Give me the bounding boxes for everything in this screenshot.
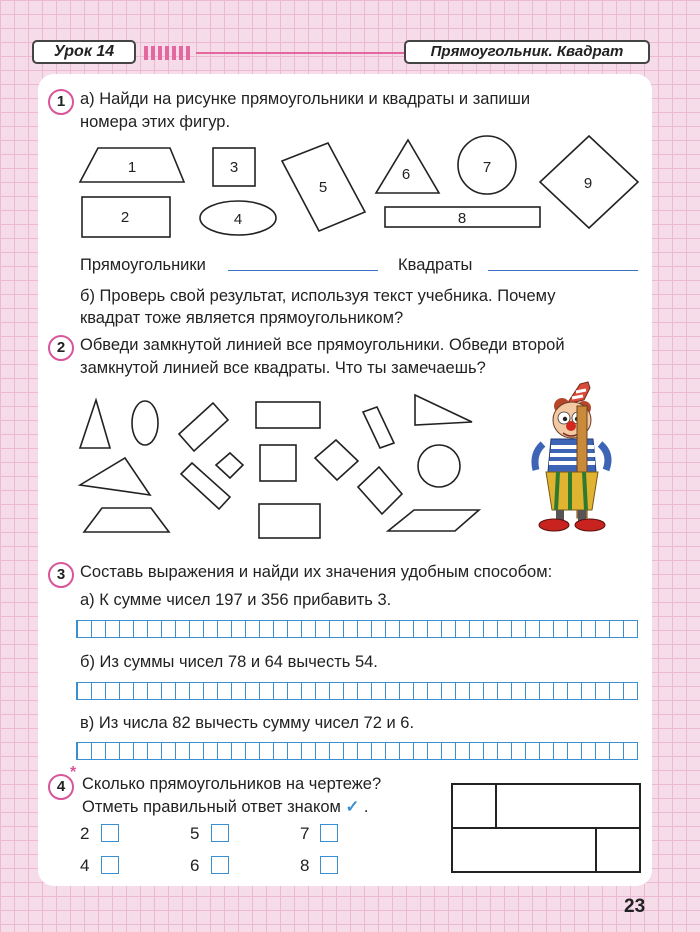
ellipse-shape <box>132 401 158 445</box>
task-4-badge: 4 <box>48 774 74 800</box>
rectangles-answer-line[interactable] <box>228 270 378 271</box>
task-2-line-2: замкнутой линией все квадраты. Что ты замечаешь? <box>80 359 486 377</box>
option-label-6: 6 <box>190 856 200 875</box>
task-2-badge: 2 <box>48 335 74 361</box>
rectangle-shape <box>358 467 402 514</box>
square-shape <box>260 445 296 481</box>
rectangle-shape <box>181 463 230 509</box>
figure-label-7: 7 <box>482 159 492 176</box>
task-1b-line-2: квадрат тоже является прямоугольником? <box>80 309 404 327</box>
squares-label: Квадраты <box>398 256 473 274</box>
task-2-line-1: Обведи замкнутой линией все прямоугольники. Обведи второй <box>80 336 565 354</box>
page-number: 23 <box>624 896 646 917</box>
trapezoid-shape <box>84 508 169 532</box>
task-3c-text: в) Из числа 82 вычесть сумму чисел 72 и 6. <box>80 714 415 732</box>
option-label-4: 4 <box>80 856 90 875</box>
task-3a-text: а) К сумме чисел 197 и 356 прибавить 3. <box>80 591 392 609</box>
figure-label-2: 2 <box>120 209 130 226</box>
option-checkbox-4[interactable] <box>101 856 119 874</box>
task-3-intro: Составь выражения и найди их значения удобным способом: <box>80 563 553 581</box>
task-1-line-2: номера этих фигур. <box>80 113 231 131</box>
figure-label-4: 4 <box>233 211 243 228</box>
rectangle-shape <box>256 402 320 428</box>
option-checkbox-5[interactable] <box>211 824 229 842</box>
option-label-8: 8 <box>300 856 310 875</box>
lesson-header <box>32 40 650 66</box>
option-label-5: 5 <box>190 824 200 843</box>
task-3a-answer-cells[interactable] <box>76 620 638 638</box>
task-1-figures <box>60 132 660 250</box>
square-shape <box>216 453 243 478</box>
rectangle-shape <box>363 407 394 448</box>
lesson-number: Урок 14 <box>32 40 136 64</box>
task-4-line-2-end: . <box>363 798 369 816</box>
figure-label-9: 9 <box>583 175 593 192</box>
task-4-line-2-text: Отметь правильный ответ знаком <box>82 798 341 816</box>
figure-label-5: 5 <box>318 179 328 196</box>
rectangles-label: Прямоугольники <box>80 256 206 274</box>
circle-shape <box>418 445 460 487</box>
triangle-shape <box>415 395 472 425</box>
triangle-shape <box>80 400 110 448</box>
task-1b-line-1: б) Проверь свой результат, используя текст учебника. Почему <box>80 287 556 305</box>
rectangle-shape <box>179 403 228 451</box>
checkmark-icon: ✓ <box>345 798 360 816</box>
squares-answer-line[interactable] <box>488 270 638 271</box>
task-4-line-2 <box>82 797 368 817</box>
rectangles-drawing <box>448 780 644 876</box>
square-shape <box>315 440 358 480</box>
option-label-7: 7 <box>300 824 310 843</box>
task-3-badge: 3 <box>48 562 74 588</box>
header-stripes <box>144 46 192 60</box>
option-checkbox-8[interactable] <box>320 856 338 874</box>
task-3b-answer-cells[interactable] <box>76 682 638 700</box>
triangle-shape <box>80 458 150 495</box>
task-3b-text: б) Из суммы чисел 78 и 64 вычесть 54. <box>80 653 378 671</box>
lesson-topic: Прямоугольник. Квадрат <box>404 40 650 64</box>
task-3c-answer-cells[interactable] <box>76 742 638 760</box>
option-checkbox-7[interactable] <box>320 824 338 842</box>
figure-label-1: 1 <box>127 159 137 176</box>
figure-label-3: 3 <box>229 159 239 176</box>
option-checkbox-2[interactable] <box>101 824 119 842</box>
task-1-badge: 1 <box>48 89 74 115</box>
header-line <box>196 52 404 54</box>
rectangle-shape <box>259 504 320 538</box>
task-1-line-1: а) Найди на рисунке прямоугольники и квадраты и запиши <box>80 90 531 108</box>
task-4-star: * <box>70 764 77 781</box>
figure-label-8: 8 <box>457 210 467 227</box>
parallelogram-shape <box>388 510 479 531</box>
clown-illustration <box>520 378 630 536</box>
task-4-line-1: Сколько прямоугольников на чертеже? <box>82 775 382 793</box>
figure-label-6: 6 <box>401 166 411 183</box>
task-2-figures <box>70 390 490 545</box>
option-label-2: 2 <box>80 824 90 843</box>
option-checkbox-6[interactable] <box>211 856 229 874</box>
